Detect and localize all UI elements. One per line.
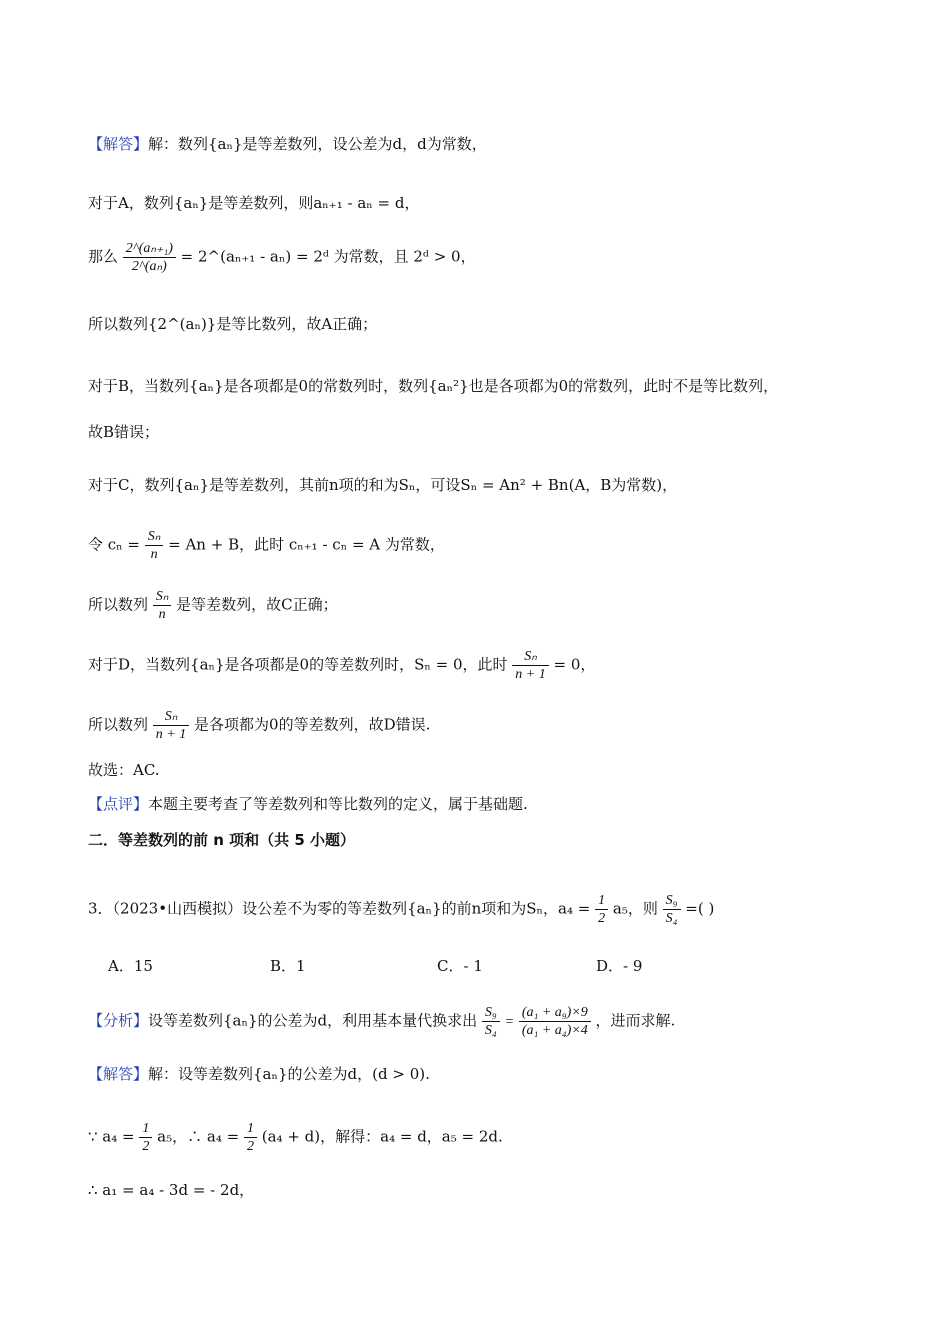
case-a-result: 所以数列{2^(aₙ)}是等比数列，故A正确；: [88, 315, 378, 333]
solution-line-a1: [88, 193, 419, 213]
sn-over-n-plus-1-fraction: [512, 648, 548, 683]
fraction-denominator: 2: [246, 1139, 254, 1154]
fraction-numerator: S₉: [663, 892, 681, 910]
section-title: [88, 830, 355, 850]
final-choice: 故选：AC.: [88, 761, 160, 779]
case-a-prefix: 那么: [88, 247, 119, 266]
case-a-statement: 对于A，数列{aₙ}是等差数列，则aₙ₊₁ - aₙ = d，: [88, 194, 420, 212]
solution3-intro: 解：设等差数列{aₙ}的公差为d，(d > 0).: [148, 1065, 430, 1083]
option-c: C．- 1: [437, 957, 483, 975]
fraction-denominator: S₄: [484, 1023, 497, 1038]
answer-tag: 【解答】: [88, 1065, 149, 1083]
power-fraction-numerator: 2^(aₙ₊₁): [123, 240, 176, 258]
case-d-statement: 对于D，当数列{aₙ}是各项都是0的等差数列时，Sₙ = 0，此时: [88, 655, 508, 674]
sequence-fraction-d: [153, 708, 189, 743]
solution-line-d1: [88, 648, 595, 683]
solution-intro: 解：数列{aₙ}是等差数列，设公差为d，d为常数，: [148, 135, 487, 153]
analysis-prefix: 设等差数列{aₙ}的公差为d，利用基本量代换求出: [148, 1011, 478, 1030]
case-b-statement: 对于B，当数列{aₙ}是各项都是0的常数列时，数列{aₙ²}也是各项都为0的常数列，此时不是等比数列，: [88, 377, 779, 395]
half-fraction: [244, 1120, 257, 1155]
solution-line-d2: [88, 708, 430, 743]
question-3-stem: [88, 892, 714, 927]
option-a: A．15: [108, 957, 153, 975]
fraction-denominator: 2: [598, 911, 606, 926]
solution-line-c2: [88, 528, 445, 563]
fraction-denominator: n + 1: [515, 667, 546, 682]
fraction-denominator: n + 1: [155, 727, 187, 742]
solution-choice: [88, 760, 160, 780]
sn-over-n-fraction: [145, 528, 164, 563]
solution3-line-1: [88, 1064, 430, 1084]
solution-line-c1: [88, 475, 677, 495]
solution-line-b2: [88, 422, 159, 442]
fraction-numerator: S₉: [482, 1004, 500, 1022]
solve-clause: (a₄ + d)，解得：a₄ = d，a₅ = 2d.: [261, 1127, 503, 1146]
fraction-numerator: 1: [595, 892, 608, 910]
case-b-result: 故B错误；: [88, 423, 160, 441]
fraction-denominator: 2: [142, 1139, 150, 1154]
comment-text: 本题主要考查了等差数列和等比数列的定义，属于基础题.: [148, 795, 528, 813]
case-c-derivation: = An + B，此时 cₙ₊₁ - cₙ = A 为常数，: [168, 535, 445, 554]
solution-line-a3: [88, 314, 377, 334]
fraction-numerator: Sₙ: [153, 708, 189, 726]
half-fraction: [595, 892, 608, 927]
question-stem-middle: a₅，则: [612, 899, 658, 918]
analysis-suffix: ，进而求解.: [595, 1011, 676, 1030]
case-d-result: 是各项都为0的等差数列，故D错误.: [194, 715, 431, 734]
case-d-prefix: 所以数列: [88, 715, 149, 734]
fraction-denominator: (a₁ + a₄)×4: [521, 1023, 588, 1038]
power-fraction-denominator: 2^(aₙ): [131, 259, 167, 274]
section-heading: 二．等差数列的前 n 项和（共 5 小题）: [88, 831, 356, 849]
ratio-fraction: [663, 892, 681, 927]
fraction-numerator: (a₁ + a₉)×9: [519, 1004, 591, 1022]
case-c-prefix: 所以数列: [88, 595, 149, 614]
solution3-line-2: [88, 1120, 503, 1155]
fraction-denominator: n: [150, 547, 158, 562]
sequence-fraction: [153, 588, 172, 623]
fraction-numerator: Sₙ: [153, 588, 172, 606]
fraction-numerator: Sₙ: [145, 528, 164, 546]
comment-tag: 【点评】: [88, 795, 149, 813]
case-c-define: 令 cₙ =: [88, 535, 140, 554]
option-b: B．1: [270, 957, 306, 975]
fraction-numerator: 1: [244, 1120, 257, 1138]
solution-line-b1: [88, 376, 778, 396]
a1-derivation: ∴ a₁ = a₄ - 3d = - 2d，: [88, 1181, 255, 1199]
ratio-fraction-analysis: [482, 1004, 500, 1039]
case-c-result: 是等差数列，故C正确；: [176, 595, 338, 614]
case-c-statement: 对于C，数列{aₙ}是等差数列，其前n项的和为Sₙ，可设Sₙ = An² + Bn(A，B为常数)，: [88, 476, 678, 494]
fraction-denominator: n: [158, 607, 166, 622]
answer-tag: 【解答】: [88, 135, 149, 153]
solution-line-c3: [88, 588, 338, 623]
power-fraction: [123, 240, 176, 275]
question-stem-prefix: 3．（2023•山西模拟）设公差不为零的等差数列{aₙ}的前n项和为Sₙ，a₄ =: [88, 899, 591, 918]
fraction-numerator: Sₙ: [512, 648, 548, 666]
comment-line: [88, 794, 528, 814]
question-stem-end: =( ): [685, 899, 715, 918]
solution3-line-3: [88, 1180, 254, 1200]
case-a-conclusion: = 2^(aₙ₊₁ - aₙ) = 2ᵈ 为常数，且 2ᵈ > 0，: [180, 247, 476, 266]
analysis-tag: 【分析】: [88, 1011, 149, 1030]
sum-ratio-fraction: [519, 1004, 591, 1039]
because-clause: ∵ a₄ =: [88, 1127, 135, 1146]
half-fraction: [139, 1120, 152, 1155]
therefore-clause: a₅，∴ a₄ =: [157, 1127, 240, 1146]
case-d-equals: = 0，: [553, 655, 596, 674]
fraction-denominator: S₄: [665, 911, 678, 926]
option-d: D．- 9: [596, 957, 643, 975]
analysis-line: 【分析】设等差数列{aₙ}的公差为d，利用基本量代换求出 $\frac{\text{S₉}}{\text{S₄}}$ = $\frac{\text{(a₁ + a₉)×9}}{\text{(a₁ + a₄)×4}}$ ，进而求解.: [88, 1005, 676, 1038]
fraction-numerator: 1: [139, 1120, 152, 1138]
solution-line-a2: [88, 240, 476, 275]
solution-line-1: [88, 134, 487, 154]
